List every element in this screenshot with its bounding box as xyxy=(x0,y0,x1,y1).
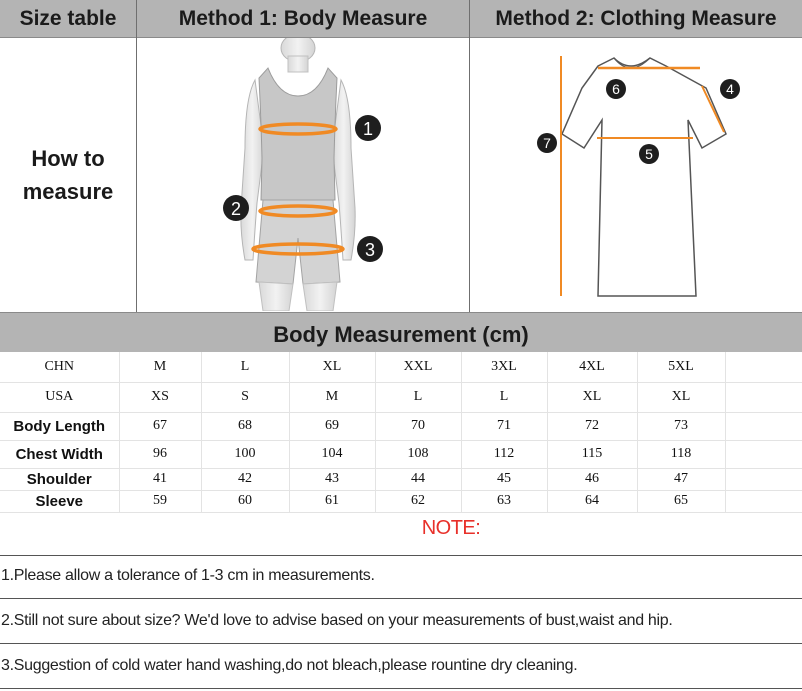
note-divider xyxy=(0,688,802,689)
note-item-3: 3.Suggestion of cold water hand washing,do not bleach,please rountine dry cleaning. xyxy=(1,657,578,674)
table-cell: S xyxy=(201,382,289,412)
how-to-line1: How to xyxy=(31,145,105,171)
table-cell: 45 xyxy=(461,468,547,490)
method1-heading: Method 1: Body Measure xyxy=(178,7,428,30)
table-cell: 115 xyxy=(547,440,637,468)
svg-text:5: 5 xyxy=(645,146,653,162)
table-cell: 60 xyxy=(201,490,289,512)
table-cell-empty xyxy=(725,490,802,512)
svg-text:1: 1 xyxy=(362,119,374,139)
table-cell: XL xyxy=(289,352,375,382)
body-measure-panel xyxy=(137,38,469,311)
svg-text:6: 6 xyxy=(612,81,620,97)
size-chart-header xyxy=(0,0,802,38)
row-label: Chest Width xyxy=(0,440,119,468)
table-row xyxy=(0,440,802,468)
tshirt-outline xyxy=(562,58,726,296)
how-to-line2: measure xyxy=(22,178,114,204)
table-cell: 42 xyxy=(201,468,289,490)
table-cell: 4XL xyxy=(547,352,637,382)
table-cell: 104 xyxy=(289,440,375,468)
table-cell: 108 xyxy=(375,440,461,468)
table-cell: 70 xyxy=(375,412,461,440)
table-cell: XS xyxy=(119,382,201,412)
row-label: Shoulder xyxy=(0,468,119,490)
table-cell: 63 xyxy=(461,490,547,512)
table-cell: 41 xyxy=(119,468,201,490)
tshirt-illustration xyxy=(470,38,802,311)
size-table xyxy=(0,352,802,513)
table-cell: 65 xyxy=(637,490,725,512)
table-cell: 112 xyxy=(461,440,547,468)
clothing-measure-panel xyxy=(470,38,802,311)
table-cell-empty xyxy=(725,412,802,440)
table-cell: 44 xyxy=(375,468,461,490)
marker-6-badge xyxy=(606,79,626,99)
table-cell: 71 xyxy=(461,412,547,440)
table-row xyxy=(0,382,802,412)
table-cell: XL xyxy=(547,382,637,412)
row-label: CHN xyxy=(0,352,119,382)
table-row xyxy=(0,352,802,382)
table-cell: M xyxy=(119,352,201,382)
marker-4-badge xyxy=(720,79,740,99)
svg-text:7: 7 xyxy=(543,135,551,151)
row-label: USA xyxy=(0,382,119,412)
table-cell: XXL xyxy=(375,352,461,382)
table-cell: 69 xyxy=(289,412,375,440)
table-cell: 46 xyxy=(547,468,637,490)
table-cell: 118 xyxy=(637,440,725,468)
size-table-heading: Size table xyxy=(19,7,117,30)
marker-3-badge xyxy=(357,236,383,262)
table-cell: 47 xyxy=(637,468,725,490)
table-cell: 96 xyxy=(119,440,201,468)
method2-heading: Method 2: Clothing Measure xyxy=(495,7,777,30)
note-divider xyxy=(0,555,802,556)
note-divider xyxy=(0,598,802,599)
svg-text:2: 2 xyxy=(230,199,242,219)
svg-text:4: 4 xyxy=(726,81,734,97)
table-cell-empty xyxy=(725,352,802,382)
body-measurement-title: Body Measurement (cm) xyxy=(0,312,802,352)
table-row xyxy=(0,490,802,512)
table-cell: 43 xyxy=(289,468,375,490)
table-cell: 67 xyxy=(119,412,201,440)
table-cell-empty xyxy=(725,440,802,468)
table-row xyxy=(0,412,802,440)
marker-7-badge xyxy=(537,133,557,153)
table-cell: XL xyxy=(637,382,725,412)
table-cell-empty xyxy=(725,382,802,412)
table-cell: L xyxy=(201,352,289,382)
marker-2-badge xyxy=(223,195,249,221)
table-cell: 62 xyxy=(375,490,461,512)
table-cell: 64 xyxy=(547,490,637,512)
table-cell: 5XL xyxy=(637,352,725,382)
row-label: Sleeve xyxy=(0,490,119,512)
table-cell: L xyxy=(461,382,547,412)
table-cell: 68 xyxy=(201,412,289,440)
table-cell: 73 xyxy=(637,412,725,440)
body-figure-illustration xyxy=(137,38,469,311)
svg-text:3: 3 xyxy=(364,240,376,260)
note-title: NOTE: xyxy=(421,517,481,539)
table-cell: 72 xyxy=(547,412,637,440)
table-cell: M xyxy=(289,382,375,412)
note-divider xyxy=(0,643,802,644)
table-cell: 100 xyxy=(201,440,289,468)
table-cell-empty xyxy=(725,468,802,490)
note-item-1: 1.Please allow a tolerance of 1-3 cm in measurements. xyxy=(1,567,375,584)
marker-1-badge xyxy=(355,115,381,141)
table-cell: L xyxy=(375,382,461,412)
table-cell: 3XL xyxy=(461,352,547,382)
table-cell: 61 xyxy=(289,490,375,512)
row-label: Body Length xyxy=(0,412,119,440)
table-cell: 59 xyxy=(119,490,201,512)
marker-5-badge xyxy=(639,144,659,164)
table-row xyxy=(0,468,802,490)
how-to-measure-label xyxy=(0,38,136,311)
note-item-2: 2.Still not sure about size? We'd love to advise based on your measurements of bust,waist and hip. xyxy=(1,612,673,629)
